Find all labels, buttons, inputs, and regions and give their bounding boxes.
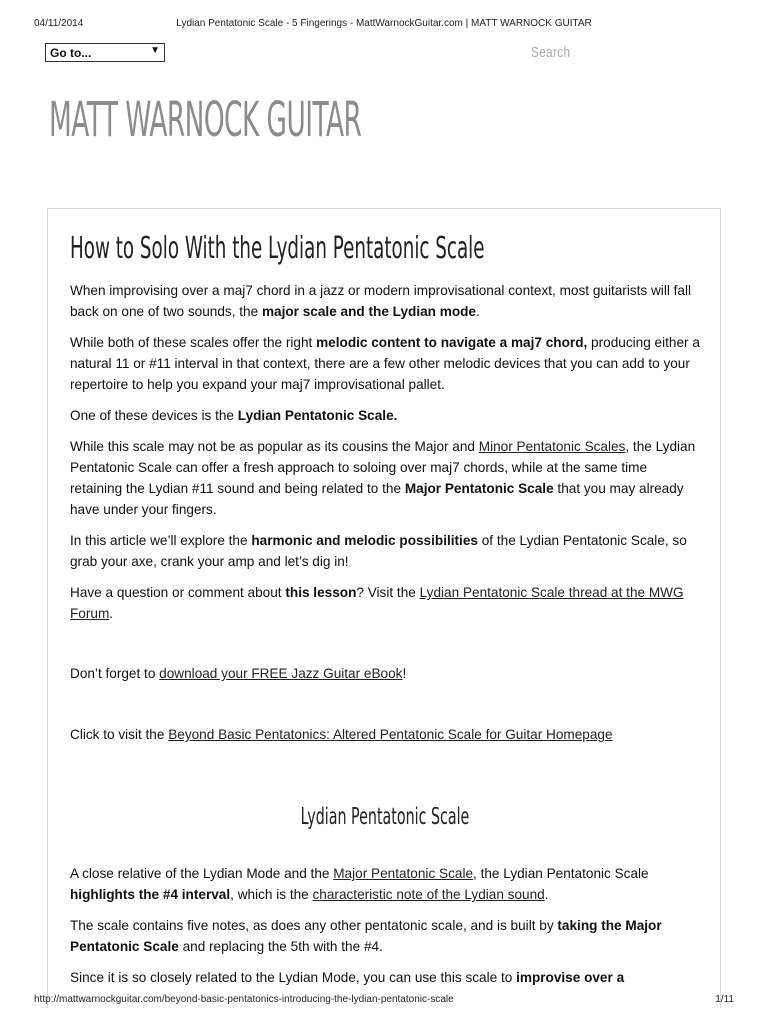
print-page-title: Lydian Pentatonic Scale - 5 Fingerings - MattWarnockGuitar.com | MATT WARNOCK GUITAR [176,18,592,29]
paragraph-devices: One of these devices is the Lydian Pentatonic Scale. [70,408,398,423]
major-pentatonic-link[interactable]: Major Pentatonic Scale [333,866,474,881]
print-header [34,18,734,32]
minor-pentatonic-link[interactable]: Minor Pentatonic Scales [478,439,626,454]
spacer [70,694,700,724]
paragraph-melodic-content: While both of these scales offer the right melodic content to navigate a maj7 chord, producing either a natural 11 or #11 interval in that context, there are a few other melodic devices that you can add to your repertoire to help you expand your maj7 improvisational pallet. [70,335,700,392]
section-heading: Lydian Pentatonic Scale [300,804,470,830]
article-heading: How to Solo With the Lydian Pentatonic Scale [70,231,485,266]
spacer [70,634,700,663]
print-date: 04/11/2014 [34,18,84,29]
goto-dropdown[interactable] [45,43,165,62]
paragraph-question: Have a question or comment about this lesson? Visit the Lydian Pentatonic Scale thread at the MWG Forum. [70,585,684,621]
forum-thread-link[interactable]: Lydian Pentatonic Scale thread at the MWG Forum [70,585,684,621]
paragraph-ebook: Don’t forget to download your FREE Jazz Guitar eBook! [70,666,407,681]
paragraph-explore: In this article we’ll explore the harmonic and melodic possibilities of the Lydian Pentatonic Scale, so grab your axe, crank your amp and let’s dig in! [70,533,687,569]
paragraph-close-relative: A close relative of the Lydian Mode and the Major Pentatonic Scale, the Lydian Pentatonic Scale highlights the #4 interval, which is the characteristic note of the Lydian sound. [70,866,649,902]
page-number: 1/11 [715,994,734,1005]
paragraph-related: Since it is so closely related to the Lydian Mode, you can use this scale to improvise over a [70,970,625,985]
paragraph-intro: When improvising over a maj7 chord in a jazz or modern improvisational context, most guitarists will fall back on one of two sounds, the major scale and the Lydian mode. [70,283,692,319]
print-url: http://mattwarnockguitar.com/beyond-basic-pentatonics-introducing-the-lydian-pentatonic-scale [34,994,454,1005]
dropdown-arrow-icon: ▼ [150,45,160,56]
paragraph-five-notes: The scale contains five notes, as does any other pentatonic scale, and is built by taking the Major Pentatonic Scale and replacing the 5th with the #4. [70,918,662,954]
article [70,231,700,998]
paragraph-homepage: Click to visit the Beyond Basic Pentatonics: Altered Pentatonic Scale for Guitar Homepage [70,727,613,742]
goto-dropdown-label: Go to... [50,46,92,60]
site-title[interactable]: MATT WARNOCK GUITAR [49,92,362,148]
lydian-sound-link[interactable]: characteristic note of the Lydian sound [312,887,545,902]
paragraph-cousins: While this scale may not be as popular as its cousins the Major and Minor Pentatonic Scales, the Lydian Pentatonic Scale can offer a fresh approach to soloing over maj7 chords, while at the same time retaining the Lydian #11 sound and being related to the Major Pentatonic Scale that you may already have under your fingers. [70,439,696,517]
ebook-link[interactable]: download your FREE Jazz Guitar eBook [159,666,403,681]
homepage-link[interactable]: Beyond Basic Pentatonics: Altered Pentatonic Scale for Guitar Homepage [168,727,613,742]
search-link[interactable]: Search [531,44,571,61]
